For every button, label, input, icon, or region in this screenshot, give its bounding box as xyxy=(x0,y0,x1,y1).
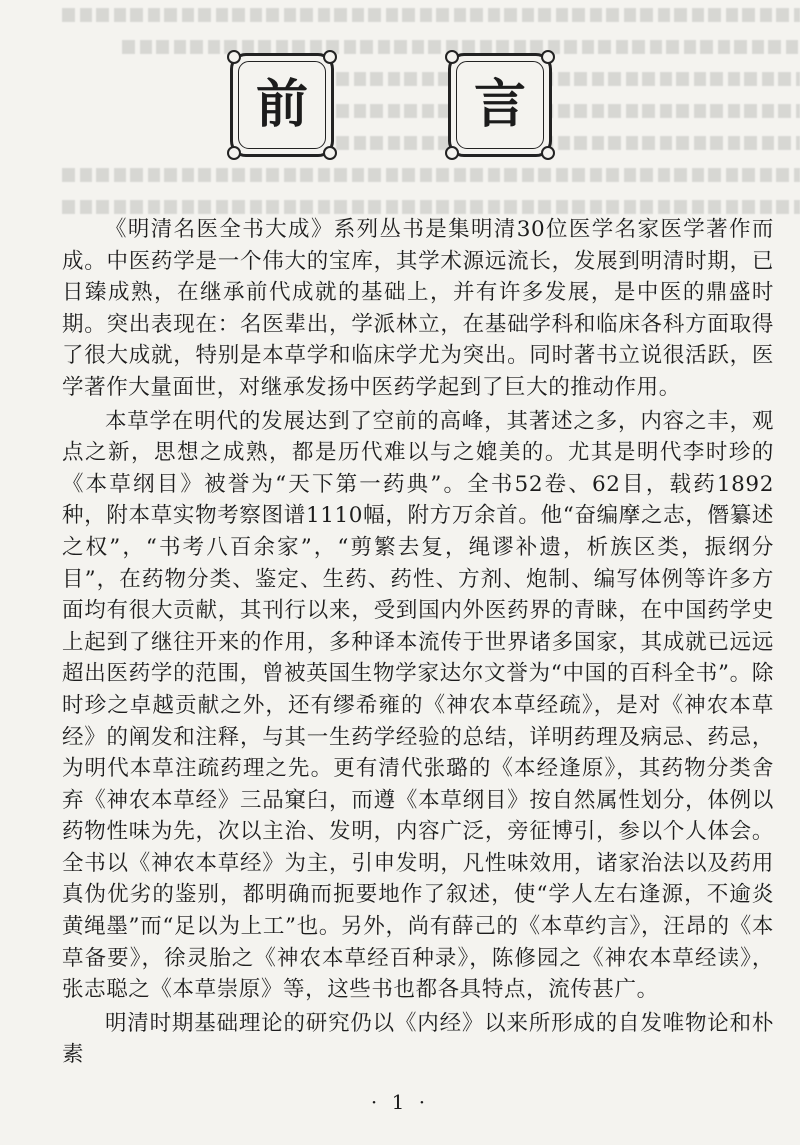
body-text xyxy=(62,214,774,1071)
show-through-text xyxy=(62,0,800,240)
paragraph: 明清时期基础理论的研究仍以《内经》以来所形成的自发唯物论和朴素 xyxy=(62,1010,774,1068)
heading-char-left: 前 xyxy=(255,74,308,135)
paragraph: 《明清名医全书大成》系列丛书是集明清30位医学名家医学著作而成。中医药学是一个伟大的宝库，其学术源远流长，发展到明清时期，已日臻成熟，在继承前代成就的基础上，并有许多发展，是中医的鼎盛时期。突出表现在：名医辈出，学派林立，在基础学科和临床各科方面取得了很大成就，特别是本草学和临床学尤为突出。同时著书立说很活跃，医学著作大量面世，对继承发扬中医药学起到了巨大的推动作用。 xyxy=(62,217,774,400)
paragraph: 本草学在明代的发展达到了空前的高峰，其著述之多，内容之丰，观点之新，思想之成熟，都是历代难以与之媲美的。尤其是明代李时珍的《本草纲目》被誉为“天下第一药典”。全书52卷、62目，载药1892种，附本草实物考察图谱1110幅，附方万余首。他“奋编摩之志，僭纂述之权”，“书考八百余家”，“剪繁去复，绳谬补遗，析族区类，振纲分目”，在药物分类、鉴定、生药、药性、方剂、炮制、编写体例等许多方面均有很大贡献，其刊行以来，受到国内外医药界的青睐，在中国药学史上起到了继往开来的作用，多种译本流传于世界诸多国家，其成就已远远超出医药学的范围，曾被英国生物学家达尔文誉为“中国的百科全书”。除时珍之卓越贡献之外，还有缪希雍的《神农本草经疏》，是对《神农本草经》的阐发和注释，与其一生药学经验的总结，详明药理及病忌、药忌，为明代本草注疏药理之先。更有清代张璐的《本经逢原》，其药物分类舍弃《神农本草经》三品窠臼，而遵《本草纲目》按自然属性划分，体例以药物性味为先，次以主治、发明，内容广泛，旁征博引，参以个人体会。全书以《神农本草经》为主，引申发明，凡性味效用，诸家治法以及药用真伪优劣的鉴别，都明确而扼要地作了叙述，使“学人左右逢源，不逾炎黄绳墨”而“足以为上工”也。另外，尚有薛己的《本草约言》，汪昂的《本草备要》，徐灵胎之《神农本草经百种录》，陈修园之《神农本草经读》，张志聪之《本草崇原》等，这些书也都各具特点，流传甚广。 xyxy=(62,408,774,1003)
heading-frame-left xyxy=(230,53,334,157)
heading-frame-right xyxy=(448,53,552,157)
heading-char-right: 言 xyxy=(473,74,526,135)
page-number: · 1 · xyxy=(370,1090,430,1114)
